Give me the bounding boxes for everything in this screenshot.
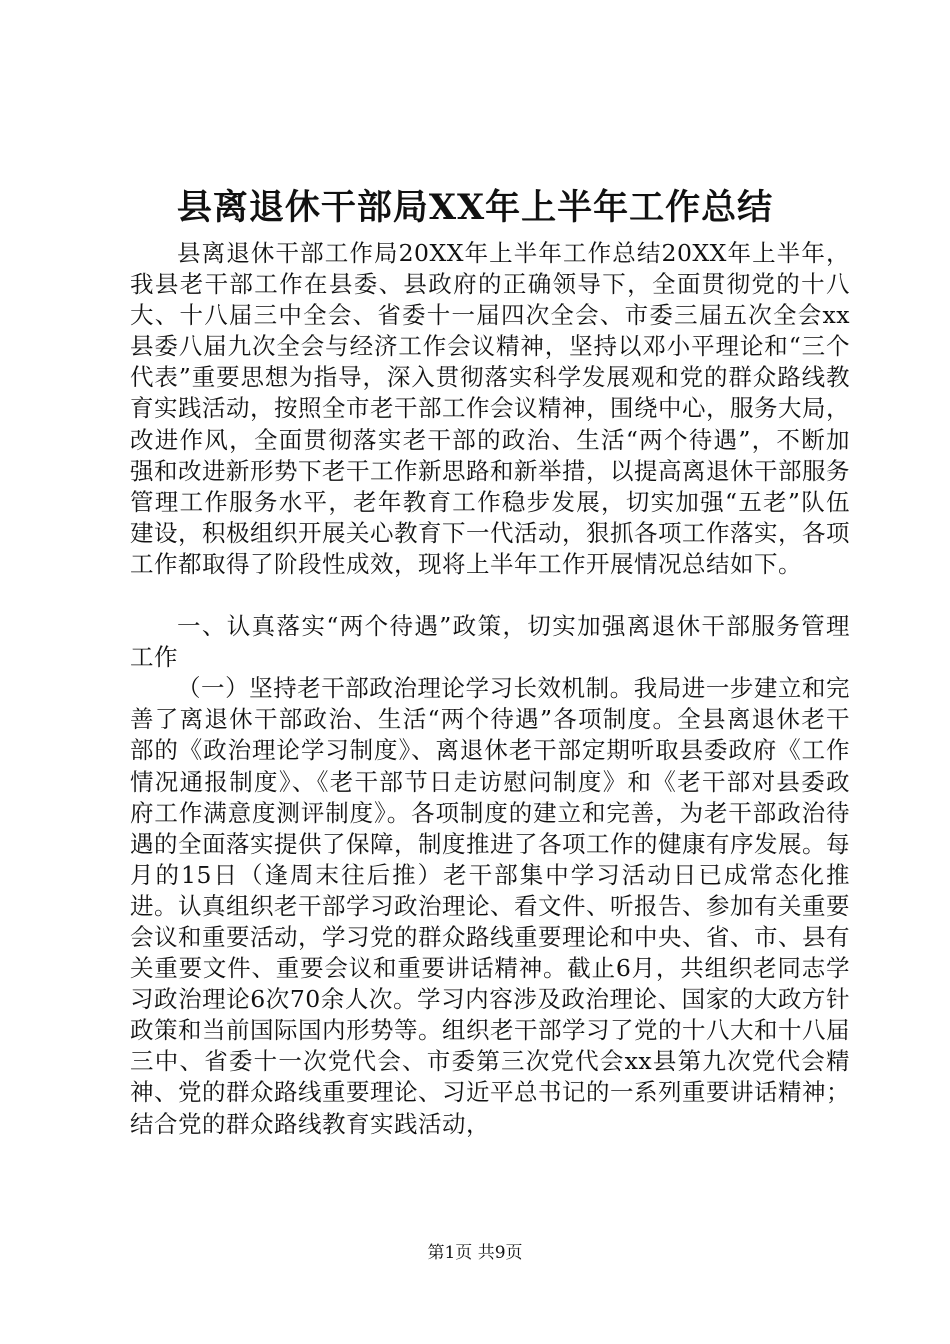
document-body (130, 238, 850, 1140)
section-heading-1: 一、认真落实“两个待遇”政策，切实加强离退休干部服务管理工作 (130, 612, 850, 672)
subsection-paragraph-1: （一）坚持老干部政治理论学习长效机制。我局进一步建立和完善了离退休干部政治、生活“两个待遇”各项制度。全县离退休老干部的《政治理论学习制度》、离退休老干部定期听取县委政府《工作情况通报制度》、《老干部节日走访慰问制度》和《老干部对县委政府工作满意度测评制度》。各项制度的建立和完善，为老干部政治待遇的全面落实提供了保障，制度推进了各项工作的健康有序发展。每月的15日（逢周末往后推）老干部集中学习活动日已成常态化推进。认真组织老干部学习政治理论、看文件、听报告、参加有关重要会议和重要活动，学习党的群众路线重要理论和中央、省、市、县有关重要文件、重要会议和重要讲话精神。截止6月，共组织老同志学习政治理论6次70余人次。学习内容涉及政治理论、国家的大政方针政策和当前国际国内形势等。组织老干部学习了党的十八大和十八届三中、省委十一次党代会、市委第三次党代会xx县第九次党代会精神、党的群众路线重要理论、习近平总书记的一系列重要讲话精神；结合党的群众路线教育实践活动， (130, 674, 850, 1138)
page-number-footer: 第1页 共9页 (427, 1243, 523, 1263)
intro-paragraph: 县离退休干部工作局20XX年上半年工作总结20XX年上半年，我县老干部工作在县委、县政府的正确领导下，全面贯彻党的十八大、十八届三中全会、省委十一届四次全会、市委三届五次全会xx县委八届九次全会与经济工作会议精神，坚持以邓小平理论和“三个代表”重要思想为指导，深入贯彻落实科学发展观和党的群众路线教育实践活动，按照全市老干部工作会议精神，围绕中心，服务大局，改进作风，全面贯彻落实老干部的政治、生活“两个待遇”，不断加强和改进新形势下老干工作新思路和新举措，以提高离退休干部服务管理工作服务水平，老年教育工作稳步发展，切实加强“五老”队伍建设，积极组织开展关心教育下一代活动，狠抓各项工作落实，各项工作都取得了阶段性成效，现将上半年工作开展情况总结如下。 (130, 239, 850, 578)
document-title: 县离退休干部局XX年上半年工作总结 (176, 187, 774, 228)
